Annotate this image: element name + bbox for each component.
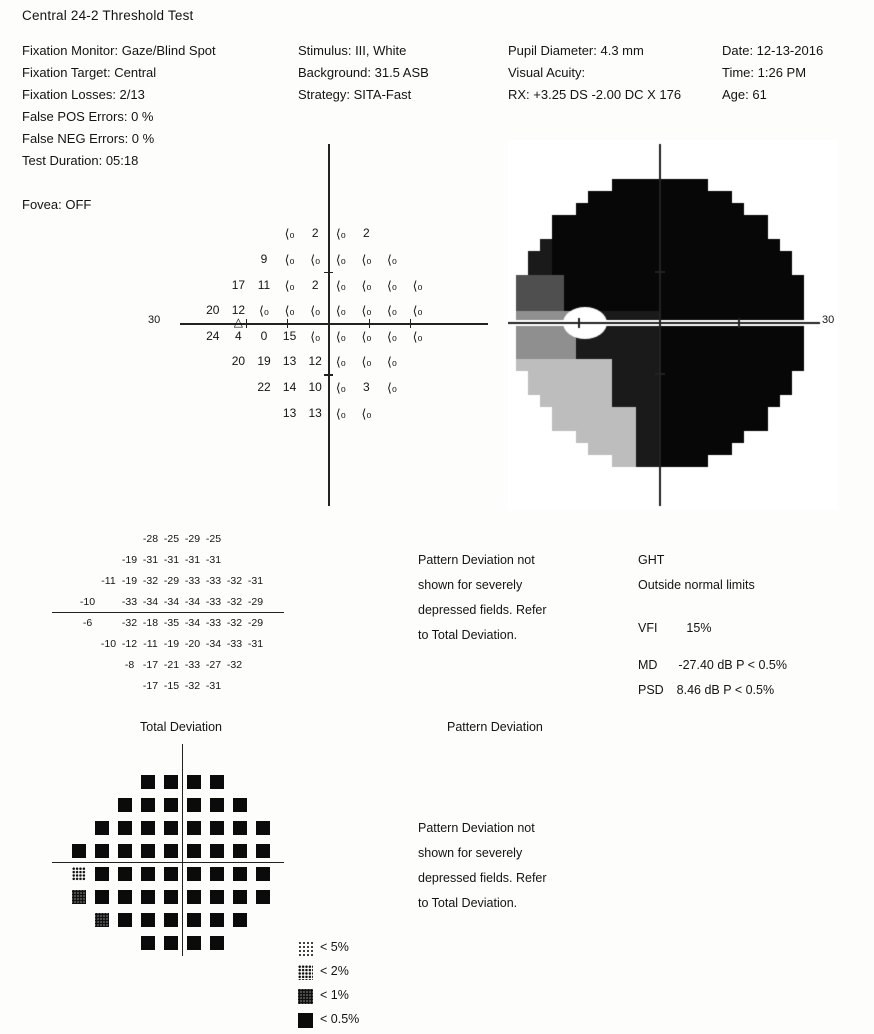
- vertical-axis: [182, 744, 183, 956]
- md-value: -27.40 dB P < 0.5%: [678, 658, 787, 672]
- header-line: Background: 31.5 ASB: [298, 65, 429, 80]
- vfi-value: 15%: [686, 621, 712, 635]
- header-line: False NEG Errors: 0 %: [22, 131, 155, 146]
- total-deviation-value: -31: [142, 553, 159, 566]
- probability-symbol: [210, 821, 224, 835]
- threshold-value: ⟨₀: [412, 277, 423, 293]
- probability-symbol: [164, 867, 178, 881]
- total-deviation-value: -31: [205, 679, 222, 692]
- probability-symbol: [187, 821, 201, 835]
- threshold-value: 13: [308, 405, 322, 420]
- note-line: Pattern Deviation not: [418, 553, 535, 567]
- total-deviation-value: -34: [205, 637, 222, 650]
- probability-symbol: [233, 913, 247, 927]
- probability-symbol: [187, 936, 201, 950]
- note-line: Pattern Deviation not: [418, 821, 535, 835]
- header-line: Strategy: SITA-Fast: [298, 87, 412, 102]
- total-deviation-value: -10: [100, 637, 117, 650]
- pattern-deviation-caption: Pattern Deviation: [447, 720, 543, 734]
- probability-symbol: [95, 913, 109, 927]
- probability-symbol: [118, 913, 132, 927]
- vfi-row: [638, 616, 787, 641]
- probability-symbol: [141, 798, 155, 812]
- note-line: depressed fields. Refer: [418, 871, 547, 885]
- threshold-value: 22: [257, 380, 271, 394]
- page-title: Central 24-2 Threshold Test: [22, 8, 194, 23]
- total-deviation-value: -32: [226, 616, 243, 629]
- probability-symbol: [118, 890, 132, 904]
- p05-symbol-icon: [298, 1013, 313, 1028]
- probability-symbol: [141, 867, 155, 881]
- threshold-value: ⟨₀: [361, 303, 372, 319]
- probability-symbol: [233, 890, 247, 904]
- probability-symbol: [210, 867, 224, 881]
- legend-label: < 1%: [320, 988, 349, 1002]
- threshold-value: 2: [311, 277, 319, 292]
- probability-symbol: [233, 821, 247, 835]
- greyscale-axis-label-30: 30: [822, 314, 835, 326]
- total-deviation-value: -33: [205, 616, 222, 629]
- ght-label: GHT: [638, 553, 665, 567]
- axis-label-30-left: 30: [148, 314, 161, 326]
- horizontal-axis: [180, 323, 488, 325]
- probability-symbol: [256, 844, 270, 858]
- header-line: Visual Acuity:: [508, 65, 586, 80]
- probability-symbol: [187, 798, 201, 812]
- threshold-value: 14: [282, 380, 297, 394]
- header-line: Fixation Monitor: Gaze/Blind Spot: [22, 43, 216, 58]
- threshold-value: ⟨₀: [335, 277, 346, 293]
- p5-symbol-icon: [298, 941, 313, 956]
- threshold-value: ⟨₀: [361, 328, 372, 344]
- total-deviation-value: -32: [142, 574, 159, 587]
- probability-symbol: [118, 844, 132, 858]
- axis-tick: [410, 319, 411, 328]
- legend-row: [298, 1010, 438, 1034]
- probability-symbol: [187, 890, 201, 904]
- axis-tick: [287, 319, 288, 328]
- probability-symbol: [210, 913, 224, 927]
- probability-symbol: [187, 775, 201, 789]
- total-deviation-value: -29: [247, 595, 264, 608]
- legend-row: [298, 938, 438, 962]
- probability-symbol: [141, 844, 155, 858]
- probability-symbol: [95, 821, 109, 835]
- threshold-value: ⟨₀: [335, 252, 346, 267]
- probability-symbol: [141, 936, 155, 950]
- total-deviation-value: -31: [247, 637, 264, 650]
- probability-symbol: [210, 844, 224, 858]
- threshold-value: ⟨₀: [361, 252, 372, 267]
- legend-row: [298, 986, 438, 1010]
- total-deviation-probability-plot: [60, 762, 340, 962]
- total-deviation-value: -33: [184, 574, 201, 587]
- pattern-deviation-note-bottom: [418, 816, 547, 916]
- header-line: RX: +3.25 DS -2.00 DC X 176: [508, 87, 682, 102]
- threshold-value: 11: [257, 277, 271, 292]
- total-deviation-value: -32: [184, 679, 201, 692]
- probability-symbol: [118, 867, 132, 881]
- horizontal-axis: [52, 612, 284, 613]
- note-line: depressed fields. Refer: [418, 603, 547, 617]
- ght-value: Outside normal limits: [638, 578, 755, 592]
- total-deviation-value: -32: [226, 658, 243, 671]
- threshold-value: 2: [363, 226, 370, 241]
- probability-symbol: [141, 821, 155, 835]
- total-deviation-value: -27: [205, 658, 222, 671]
- total-deviation-value: -33: [205, 595, 222, 608]
- threshold-numeric-plot: [148, 140, 510, 510]
- probability-symbol: [210, 798, 224, 812]
- probability-symbol: [210, 775, 224, 789]
- total-deviation-value: -34: [184, 616, 201, 629]
- threshold-value: 13: [282, 354, 297, 369]
- probability-symbol: [187, 867, 201, 881]
- total-deviation-value: -20: [184, 637, 201, 650]
- total-deviation-value: -8: [124, 658, 135, 671]
- threshold-value: ⟨₀: [387, 328, 397, 344]
- psd-row: [638, 678, 787, 703]
- axis-tick: [324, 272, 333, 273]
- header-column-datetime: [722, 40, 823, 106]
- total-deviation-value: -12: [121, 637, 138, 650]
- threshold-value: ⟨₀: [361, 354, 372, 370]
- legend-label: < 0.5%: [320, 1012, 360, 1026]
- total-deviation-value: -31: [184, 553, 201, 566]
- header-line: Test Duration: 05:18: [22, 153, 139, 168]
- probability-symbol: [164, 775, 178, 789]
- threshold-value: ⟨₀: [387, 354, 397, 370]
- total-deviation-value: -18: [142, 616, 159, 629]
- probability-symbol: [187, 844, 201, 858]
- total-deviation-value: -32: [121, 616, 138, 629]
- probability-symbol: [72, 890, 86, 904]
- threshold-value: ⟨₀: [284, 226, 295, 242]
- threshold-value: ⟨₀: [335, 328, 346, 344]
- total-deviation-numeric-plot: [60, 512, 340, 712]
- header-line: Fovea: OFF: [22, 197, 92, 212]
- header-line: Pupil Diameter: 4.3 mm: [508, 43, 644, 58]
- probability-symbol: [118, 798, 132, 812]
- total-deviation-value: -17: [142, 679, 159, 692]
- total-deviation-value: -29: [163, 574, 180, 587]
- probability-symbol: [164, 913, 178, 927]
- header-line: Stimulus: III, White: [298, 43, 407, 58]
- total-deviation-value: -11: [143, 637, 158, 650]
- md-row: [638, 653, 787, 678]
- psd-label: PSD: [638, 683, 664, 697]
- vertical-axis: [328, 144, 330, 506]
- threshold-value: 13: [282, 405, 297, 420]
- horizontal-axis: [52, 862, 284, 863]
- header-line: Fixation Target: Central: [22, 65, 157, 80]
- pattern-deviation-note-top: [418, 548, 547, 648]
- probability-symbol: [164, 890, 178, 904]
- total-deviation-value: -31: [205, 553, 222, 566]
- total-deviation-value: -10: [79, 595, 96, 608]
- p1-symbol-icon: [298, 989, 313, 1004]
- header-column-stimulus: [298, 40, 429, 106]
- probability-symbol: [233, 798, 247, 812]
- note-line: to Total Deviation.: [418, 896, 518, 910]
- p2-symbol-icon: [298, 965, 313, 980]
- header-line: Time: 1:26 PM: [722, 65, 807, 80]
- threshold-value: ⟨₀: [361, 405, 372, 421]
- axis-tick: [324, 374, 333, 375]
- total-deviation-value: -19: [163, 637, 180, 650]
- probability-symbol: [141, 775, 155, 789]
- total-deviation-value: -31: [247, 574, 264, 587]
- total-deviation-value: -31: [163, 553, 180, 566]
- threshold-value: ⟨₀: [335, 354, 346, 370]
- total-deviation-value: -33: [121, 595, 138, 608]
- threshold-value: 2: [311, 226, 319, 241]
- probability-symbol: [72, 844, 86, 858]
- probability-symbol: [233, 844, 247, 858]
- threshold-value: ⟨₀: [259, 303, 269, 319]
- probability-symbol: [72, 867, 86, 881]
- total-deviation-value: -25: [205, 532, 222, 545]
- psd-value: 8.46 dB P < 0.5%: [676, 683, 775, 697]
- threshold-value: ⟨₀: [310, 252, 321, 267]
- threshold-value: 17: [231, 277, 246, 292]
- threshold-value: 9: [260, 252, 268, 266]
- threshold-value: ⟨₀: [387, 252, 397, 267]
- md-label: MD: [638, 658, 658, 672]
- vfi-label: VFI: [638, 621, 658, 635]
- probability-symbol: [164, 844, 178, 858]
- header-column-patient-optics: [508, 40, 681, 106]
- total-deviation-value: -21: [163, 658, 180, 671]
- probability-symbol: [256, 890, 270, 904]
- total-deviation-value: -29: [247, 616, 264, 629]
- threshold-value: ⟨₀: [335, 405, 346, 421]
- threshold-value: 12: [231, 303, 246, 318]
- total-deviation-value: -25: [163, 532, 180, 545]
- threshold-value: 3: [363, 380, 370, 394]
- header-line: False POS Errors: 0 %: [22, 109, 154, 124]
- threshold-value: ⟨₀: [412, 328, 423, 344]
- threshold-value: ⟨₀: [335, 226, 346, 242]
- total-deviation-value: -11: [101, 574, 116, 587]
- axis-tick: [369, 319, 370, 328]
- threshold-value: ⟨₀: [284, 252, 295, 267]
- threshold-value: 15: [282, 328, 297, 343]
- probability-symbol: [233, 867, 247, 881]
- total-deviation-value: -33: [226, 637, 243, 650]
- note-line: shown for severely: [418, 846, 523, 860]
- total-deviation-value: -33: [205, 574, 222, 587]
- threshold-value: ⟨₀: [387, 303, 397, 319]
- probability-symbol: [187, 913, 201, 927]
- note-line: to Total Deviation.: [418, 628, 518, 642]
- probability-legend: [298, 938, 438, 1034]
- legend-label: < 5%: [320, 940, 349, 954]
- threshold-value: 0: [260, 328, 268, 343]
- total-deviation-caption: Total Deviation: [140, 720, 222, 734]
- threshold-value: 20: [206, 303, 220, 318]
- total-deviation-value: -34: [184, 595, 201, 608]
- total-deviation-value: -29: [184, 532, 201, 545]
- probability-symbol: [210, 936, 224, 950]
- legend-row: [298, 962, 438, 986]
- total-deviation-value: -6: [82, 616, 93, 629]
- probability-symbol: [164, 821, 178, 835]
- threshold-value: ⟨₀: [335, 380, 346, 395]
- total-deviation-value: -15: [163, 679, 180, 692]
- threshold-value: ⟨₀: [310, 328, 321, 344]
- probability-symbol: [210, 890, 224, 904]
- threshold-value: ⟨₀: [310, 303, 321, 319]
- total-deviation-value: -32: [226, 574, 243, 587]
- threshold-value: ⟨₀: [387, 380, 397, 395]
- probability-symbol: [95, 890, 109, 904]
- threshold-value: ⟨₀: [412, 303, 423, 319]
- probability-symbol: [164, 936, 178, 950]
- threshold-value: 24: [206, 328, 220, 343]
- probability-symbol: [256, 867, 270, 881]
- total-deviation-value: -34: [142, 595, 159, 608]
- total-deviation-value: -28: [142, 532, 159, 545]
- probability-symbol: [141, 913, 155, 927]
- probability-symbol: [118, 821, 132, 835]
- probability-symbol: [95, 844, 109, 858]
- blind-spot-marker-icon: △: [233, 315, 243, 329]
- threshold-value: 20: [231, 354, 246, 369]
- total-deviation-value: -19: [121, 574, 138, 587]
- total-deviation-value: -17: [142, 658, 159, 671]
- threshold-value: ⟨₀: [361, 277, 372, 293]
- header-line: Fixation Losses: 2/13: [22, 87, 145, 102]
- axis-tick: [246, 319, 247, 328]
- threshold-value: ⟨₀: [284, 303, 295, 319]
- probability-symbol: [95, 867, 109, 881]
- global-indices-block: [638, 548, 787, 703]
- total-deviation-value: -35: [163, 616, 180, 629]
- total-deviation-value: -19: [121, 553, 138, 566]
- threshold-value: ⟨₀: [284, 277, 295, 293]
- legend-label: < 2%: [320, 964, 349, 978]
- threshold-value: ⟨₀: [387, 277, 397, 293]
- total-deviation-value: -34: [163, 595, 180, 608]
- threshold-value: 19: [257, 354, 271, 369]
- total-deviation-value: -32: [226, 595, 243, 608]
- probability-symbol: [256, 821, 270, 835]
- threshold-value: 10: [308, 380, 322, 394]
- greyscale-map: [508, 140, 838, 510]
- header-line: Date: 12-13-2016: [722, 43, 824, 58]
- note-line: shown for severely: [418, 578, 523, 592]
- total-deviation-value: -33: [184, 658, 201, 671]
- threshold-value: 12: [308, 354, 322, 369]
- threshold-value: 4: [235, 328, 242, 343]
- probability-symbol: [141, 890, 155, 904]
- probability-symbol: [164, 798, 178, 812]
- threshold-value: ⟨₀: [335, 303, 346, 319]
- header-line: Age: 61: [722, 87, 767, 102]
